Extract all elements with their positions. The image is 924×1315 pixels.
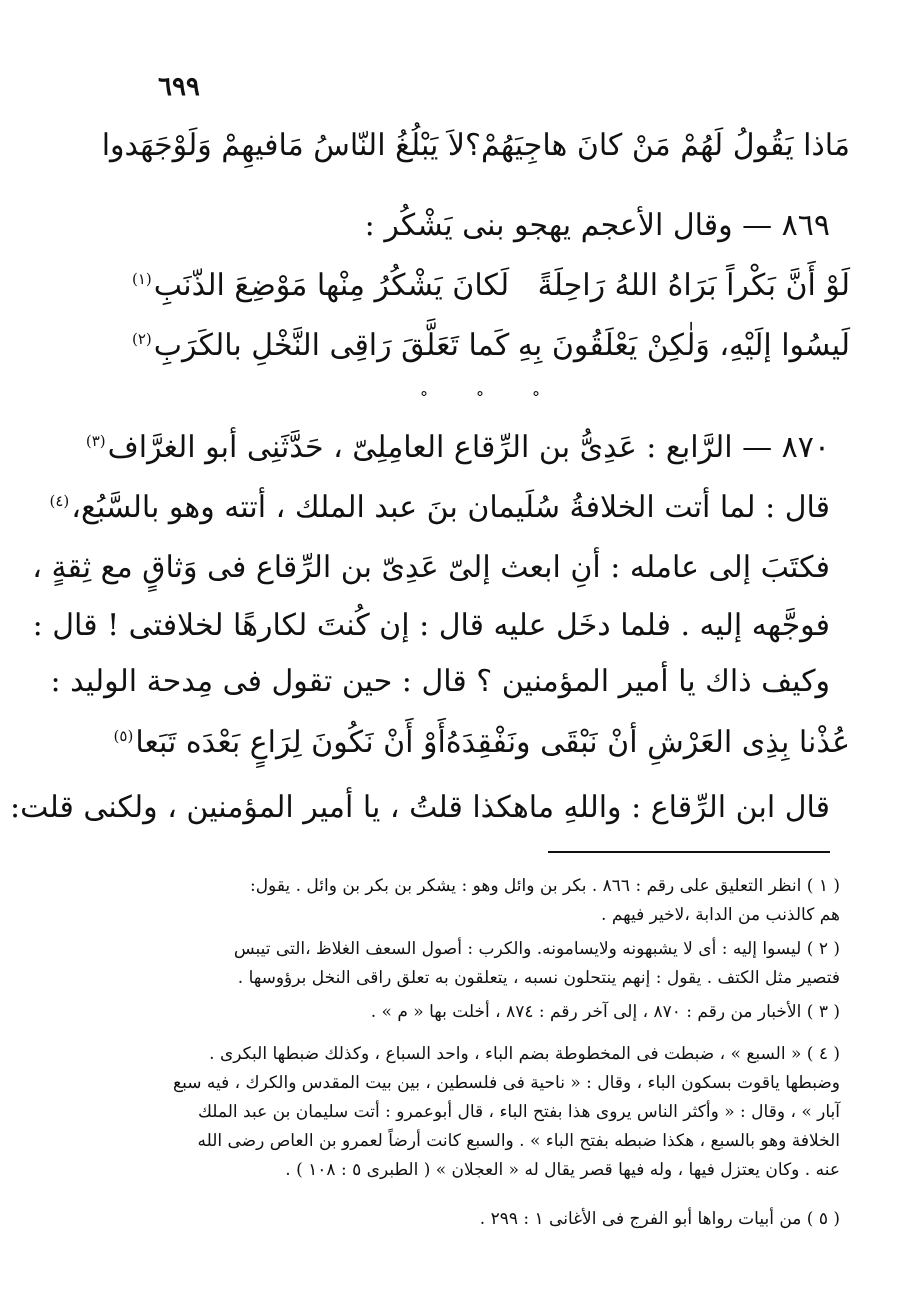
footnote-separator-rule: [548, 851, 830, 853]
prose-line: فكتَبَ إلى عامله : أنِ ابعث إلىّ عَدِىّ بن الرِّقاع فى وَثاقٍ مع ثِقةٍ ،: [32, 550, 830, 585]
verse-869-line-2: [130, 328, 850, 363]
prose-line-text: قال : لما أتت الخلافةُ سُلَيمان بنَ عبد الملك ، أتته وهو بالسَّبُع،: [71, 490, 830, 525]
verse-hemistich-left-text: كَما تَعَلَّقَ رَاقِى النَّخْلِ بالكَرَبِ: [153, 328, 510, 363]
entry-869-heading: ٨٦٩ — وقال الأعجم يهجو بنى يَشْكُر :: [364, 208, 830, 243]
verse-hemistich-left-text: أَوْ أَنْ نَكُونَ لِرَاعٍ بَعْدَه تَبَعا: [135, 725, 446, 760]
prose-line: [49, 490, 830, 525]
footnote-line: ( ٣ ) الأخبار من رقم : ٨٧٠ ، إلى آخر رقم : ٨٧٤ ، أخلت بها « م » .: [370, 1002, 840, 1022]
separator-mark: °: [420, 388, 428, 407]
footnote-line: ( ١ ) انظر التعليق على رقم : ٨٦٦ . بكر بن وائل وهو : يشكر بن بكر بن وائل . يقول:: [249, 876, 840, 896]
footnote-ref-1: (١): [132, 270, 152, 288]
footnote-line: ( ٥ ) من أبيات رواها أبو الفرج فى الأغانى ١ : ٢٩٩ .: [479, 1209, 840, 1229]
section-separator: [420, 388, 540, 407]
prose-line: [85, 430, 830, 465]
footnote-line: آبار » ، وقال : « وأكثر الناس يروى هذا بفتح الباء ، قال أبوعمرو : أتت سليمان بن عبد الملك: [197, 1102, 840, 1122]
separator-mark: °: [532, 388, 540, 407]
prose-line: وكيف ذاك يا أمير المؤمنين ؟ قال : حين تقول فى مِدحة الوليد :: [50, 664, 830, 699]
verse-869-line-1: [130, 268, 850, 303]
footnote-line: فتصير مثل الكتف . يقول : إنهم ينتحلون نسبه ، يتعلقون به تعلق راقى النخل برؤوسها .: [237, 968, 840, 988]
verse-hemistich-left: [130, 268, 509, 303]
verse-hemistich-right: عُذْنا بِذِى العَرْشِ أنْ نَبْقَى ونَفْقِدَهُ: [445, 725, 850, 760]
footnote-ref-4: (٤): [49, 492, 70, 510]
verse-hemistich-left-text: لَكانَ يَشْكُرُ مِنْها مَوْضِعَ الذّنَبِ: [153, 268, 510, 303]
footnote-line: هم كالذنب من الدابة ،لاخير فيهم .: [601, 905, 840, 925]
verse-hemistich-right: لَيسُوا إلَيْهِ، وَلٰكِنْ يَعْلَقُونَ بِهِ: [517, 328, 850, 363]
verse-hemistich-right: لَوْ أَنَّ بَكْراً بَرَاهُ اللهُ رَاحِلَةً: [537, 268, 850, 303]
verse-hemistich-left: لاَ يَبْلُغُ النّاسُ مَافيهِمْ وَلَوْجَهَدوا: [101, 128, 466, 163]
page-number: ٦٩٩: [158, 72, 200, 102]
footnote-5: [135, 1205, 840, 1234]
footnote-ref-3: (٣): [85, 432, 106, 450]
footnote-line: وضبطها ياقوت بسكون الباء ، وقال : « ناحية فى فلسطين ، بين بيت المقدس والكرك ، فيه سبع: [173, 1073, 840, 1093]
footnote-3: [135, 998, 840, 1027]
prose-line-text: ٨٧٠ — الرَّابع : عَدِىُّ بن الرِّقاع العامِلِىّ ، حَدَّثَنِى أبو الغرَّاف: [107, 430, 830, 465]
verse-hemistich-left: [130, 328, 509, 363]
footnote-ref-2: (٢): [132, 330, 152, 348]
footnote-4: [135, 1040, 840, 1185]
verse-hemistich-left: [112, 725, 446, 760]
prose-line: فوجَّهه إليه . فلما دخَل عليه قال : إن كُنتَ لكارهًا لخلافتى ! قال :: [32, 608, 830, 643]
verse-hemistich-right: مَاذا يَقُولُ لَهُمْ مَنْ كانَ هاجِيَهُمْ؟: [465, 128, 850, 163]
footnote-line: الخلافة وهو بالسبع ، هكذا ضبطه بفتح الباء » . والسبع كانت أرضاً لعمرو بن العاص رضى الله: [197, 1131, 840, 1151]
footnote-line: عنه . وكان يعتزل فيها ، وله فيها قصر يقال له « العجلان » ( الطبرى ٥ : ١٠٨ ) .: [285, 1160, 840, 1180]
footnote-2: [135, 935, 840, 993]
verse-line-top: [101, 128, 850, 163]
footnote-line: ( ٤ ) « السبع » ، ضبطت فى المخطوطة بضم الباء ، واحد السباع ، وكذلك ضبطها البكرى .: [209, 1044, 840, 1064]
footnote-ref-5: (٥): [113, 727, 134, 745]
verse-870-line: [113, 725, 850, 760]
separator-mark: °: [476, 388, 484, 407]
prose-line-last: قال ابن الرِّقاع : واللهِ ماهكذا قلتُ ، يا أمير المؤمنين ، ولكنى قلت:: [10, 790, 830, 825]
footnote-line: ( ٢ ) ليسوا إليه : أى لا يشبهونه ولايسامونه. والكرب : أصول السعف الغلاظ ،التى تيبس: [233, 939, 840, 959]
footnote-1: [135, 872, 840, 930]
